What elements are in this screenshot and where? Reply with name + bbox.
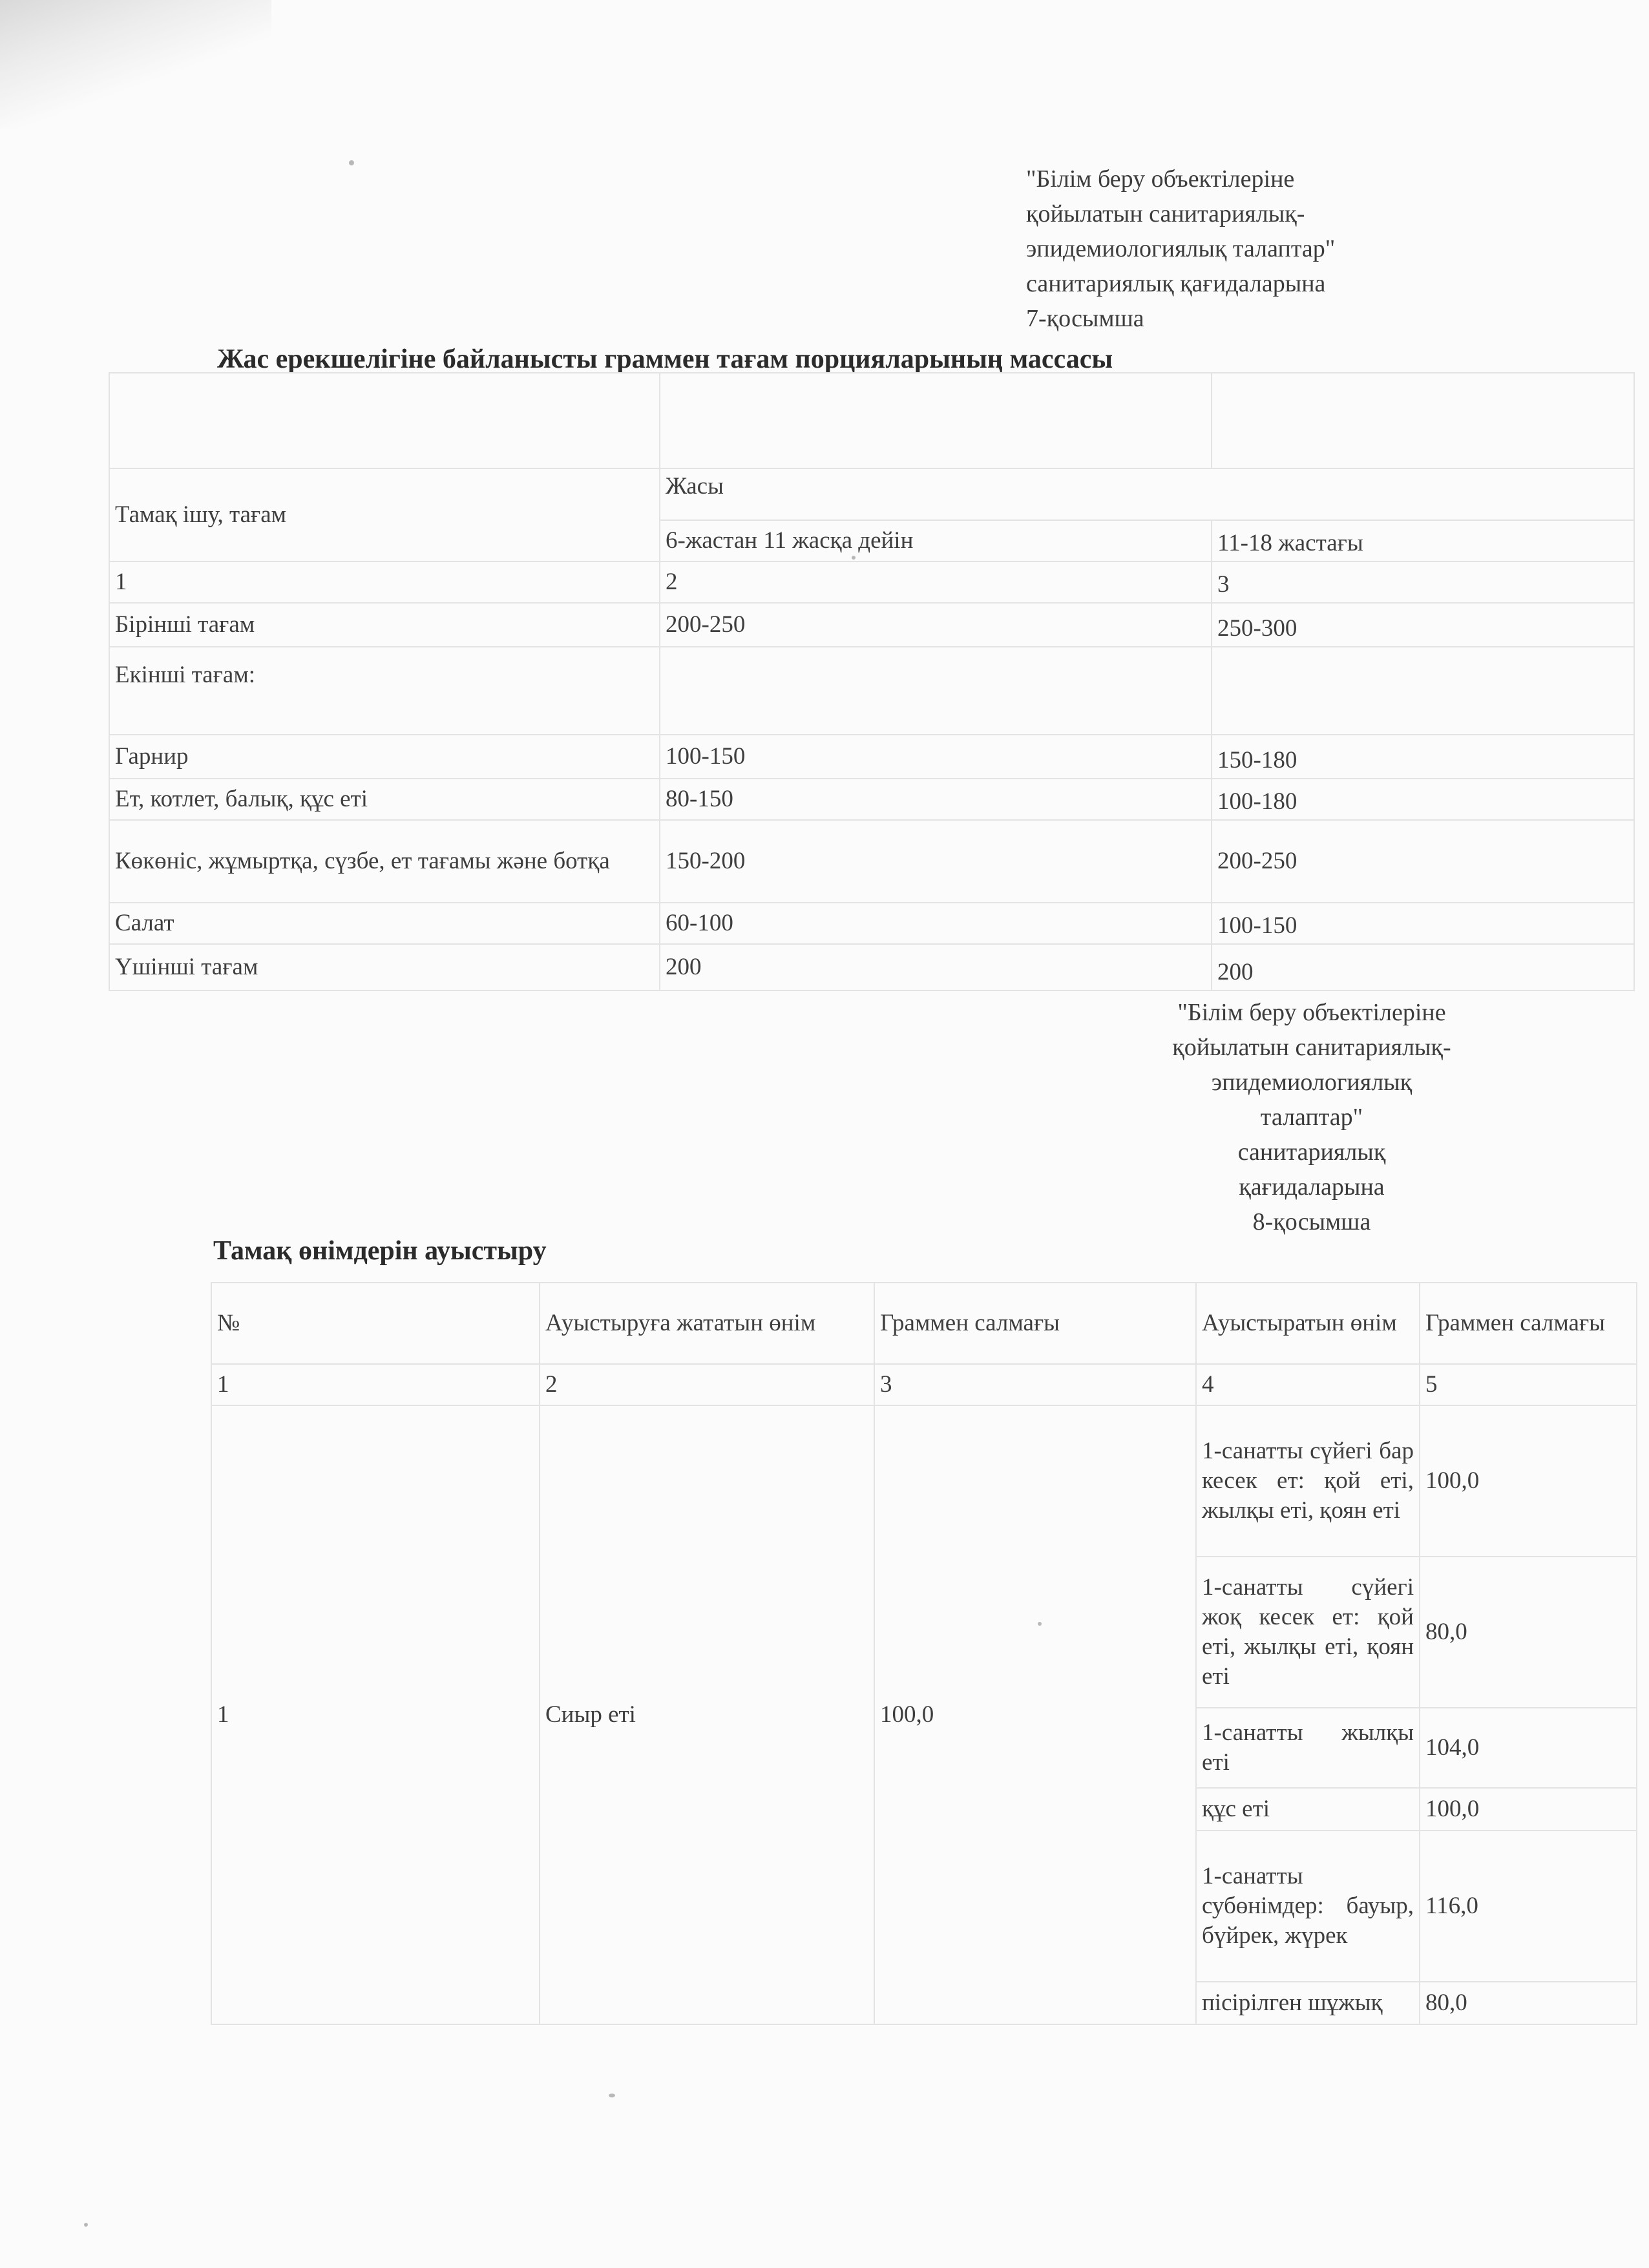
header-replacement: Ауыстыратын өнім [1196, 1283, 1420, 1364]
table-row [109, 562, 1634, 603]
replacement-product: құс еті [1196, 1788, 1420, 1831]
table-row [109, 903, 1634, 944]
portion-11-18: 100-180 [1212, 779, 1634, 820]
row-number: 1 [211, 1405, 540, 2024]
column-number: 3 [1212, 562, 1634, 603]
meal-name: Салат [109, 903, 660, 944]
header-weight: Граммен салмағы [874, 1283, 1196, 1364]
scan-speck [84, 2223, 88, 2227]
column-number: 5 [1420, 1364, 1637, 1405]
scan-speck [609, 2094, 615, 2097]
note-line: қойылатын санитариялық- [1172, 1034, 1451, 1061]
replacement-weight: 100,0 [1420, 1405, 1637, 1557]
note-line: қойылатын санитариялық- [1026, 200, 1305, 227]
note-line: талаптар" [1260, 1104, 1363, 1131]
note-line: санитариялық [1237, 1139, 1386, 1166]
header-number: № [211, 1283, 540, 1364]
meal-name: Үшінші тағам [109, 944, 660, 991]
header-age-group-1: 6-жастан 11 жасқа дейін [660, 520, 1212, 562]
portion-6-11: 200-250 [660, 603, 1212, 647]
column-number: 1 [109, 562, 660, 603]
portion-11-18: 200 [1212, 944, 1634, 991]
replacement-product: 1-санатты жылқы еті [1196, 1708, 1420, 1788]
meal-name: Ет, котлет, балық, құс еті [109, 779, 660, 820]
annex-8-note [1137, 995, 1486, 1239]
column-number: 1 [211, 1364, 540, 1405]
table-row [109, 603, 1634, 647]
replacement-product: пісірілген шұжық [1196, 1982, 1420, 2024]
portion-mass-table [109, 372, 1635, 991]
replacement-product: 1-санатты субөнімдер: бауыр, бүйрек, жүрек [1196, 1831, 1420, 1982]
scan-fold-shadow [0, 0, 271, 129]
header-replacement-weight: Граммен салмағы [1420, 1283, 1637, 1364]
meal-name: Екінші тағам: [109, 647, 660, 735]
replacement-product: 1-санатты сүйегі бар кесек ет: қой еті, жылқы еті, қоян еті [1196, 1405, 1420, 1557]
portion-6-11: 200 [660, 944, 1212, 991]
replacement-weight: 116,0 [1420, 1831, 1637, 1982]
table-row [109, 647, 1634, 735]
empty-cell [660, 373, 1212, 468]
replaced-product: Сиыр еті [540, 1405, 874, 2024]
note-line: "Білім беру объектілеріне [1026, 165, 1295, 193]
replacement-product: 1-санатты сүйегі жоқ кесек ет: қой еті, жылқы еті, қоян еті [1196, 1557, 1420, 1708]
note-line: санитариялық қағидаларына [1026, 270, 1326, 297]
annex-7-note [1026, 162, 1388, 336]
meal-name: Көкөніс, жұмыртқа, сүзбе, ет тағамы және ботқа [109, 820, 660, 903]
table-row [211, 1364, 1637, 1405]
column-number: 3 [874, 1364, 1196, 1405]
column-number: 4 [1196, 1364, 1420, 1405]
table-row [109, 735, 1634, 779]
substitution-table-title: Тамақ өнімдерін ауыстыру [213, 1236, 547, 1266]
table-row [109, 944, 1634, 991]
replaced-weight: 100,0 [874, 1405, 1196, 2024]
empty-cell [1212, 373, 1634, 468]
meal-name: Гарнир [109, 735, 660, 779]
note-line: 8-қосымша [1252, 1208, 1371, 1235]
portion-11-18: 200-250 [1212, 820, 1634, 903]
replacement-weight: 104,0 [1420, 1708, 1637, 1788]
portion-11-18: 250-300 [1212, 603, 1634, 647]
header-meal: Тамақ ішу, тағам [109, 468, 660, 562]
empty-cell [109, 373, 660, 468]
table-row [211, 1405, 1637, 1557]
portion-6-11: 80-150 [660, 779, 1212, 820]
table-row [109, 468, 1634, 520]
replacement-weight: 80,0 [1420, 1982, 1637, 2024]
column-number: 2 [540, 1364, 874, 1405]
portion-11-18 [1212, 647, 1634, 735]
table-row [109, 373, 1634, 468]
portion-table-title: Жас ерекшелігіне байланысты граммен тағам порцияларының массасы [217, 344, 1113, 374]
header-product: Ауыстыруға жататын өнім [540, 1283, 874, 1364]
portion-6-11 [660, 647, 1212, 735]
note-line: эпидемиологиялық талаптар" [1026, 235, 1336, 262]
portion-6-11: 150-200 [660, 820, 1212, 903]
note-line: эпидемиологиялық [1211, 1069, 1413, 1096]
header-age-group-2: 11-18 жастағы [1212, 520, 1634, 562]
header-age: Жасы [660, 468, 1634, 520]
scan-speck [349, 160, 354, 165]
replacement-weight: 80,0 [1420, 1557, 1637, 1708]
table-row [109, 820, 1634, 903]
portion-11-18: 100-150 [1212, 903, 1634, 944]
portion-6-11: 60-100 [660, 903, 1212, 944]
table-row [109, 779, 1634, 820]
food-substitution-table [211, 1282, 1637, 2025]
table-row [211, 1283, 1637, 1364]
note-line: 7-қосымша [1026, 305, 1144, 332]
replacement-weight: 100,0 [1420, 1788, 1637, 1831]
note-line: "Білім беру объектілеріне [1177, 999, 1446, 1026]
portion-11-18: 150-180 [1212, 735, 1634, 779]
note-line: қағидаларына [1239, 1173, 1385, 1201]
column-number: 2 [660, 562, 1212, 603]
portion-6-11: 100-150 [660, 735, 1212, 779]
meal-name: Бірінші тағам [109, 603, 660, 647]
